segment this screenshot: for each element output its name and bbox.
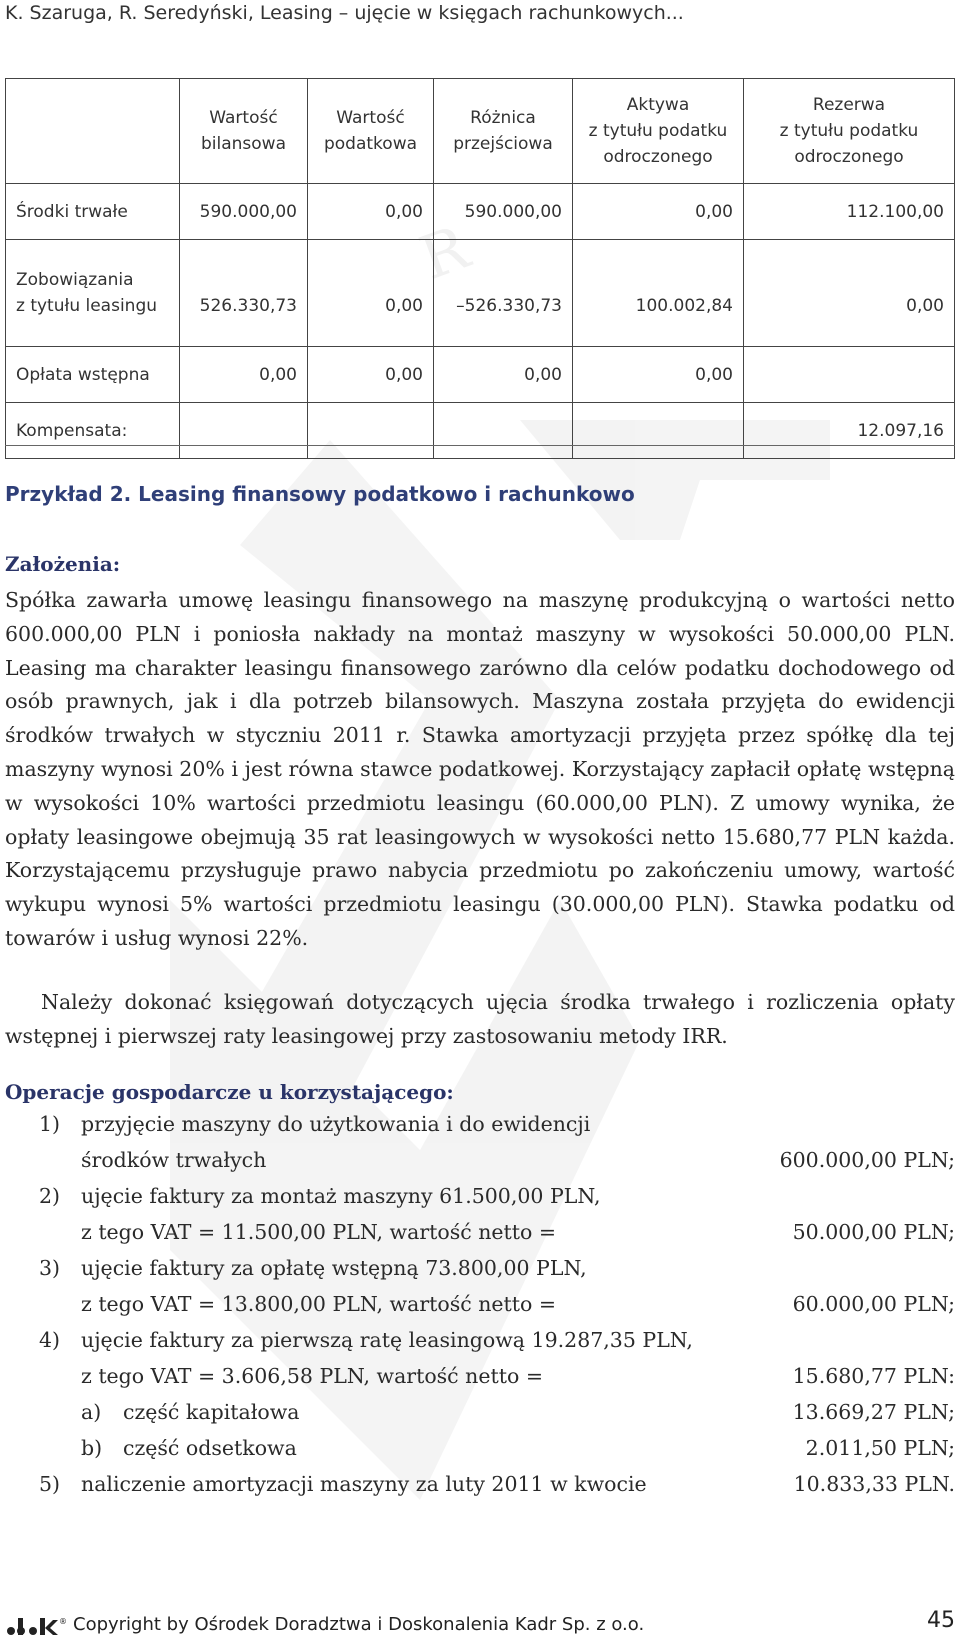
table-cell: 0,00 (308, 240, 434, 347)
section-rule (5, 445, 955, 446)
deferred-tax-table (5, 78, 955, 459)
table-cell: 0,00 (573, 347, 744, 403)
operation-text: ujęcie faktury za pierwszą ratę leasingową 19.287,35 PLN, (81, 1328, 693, 1352)
table-header-cell-blank (6, 79, 180, 184)
running-header: K. Szaruga, R. Seredyński, Leasing – ujęcie w księgach rachunkowych... (5, 2, 684, 24)
assumptions-paragraph: Spółka zawarła umowę leasingu finansowego na maszynę produkcyjną o wartości netto 600.000,00 PLN i poniosła nakłady na montaż maszyny w wysokości 50.000,00 PLN. Leasing ma charakter leasingu finansowego zarówno dla celów podatku dochodowego od osób prawnych, jak i dla potrzeb bilansowych. Maszyna została przyjęta do ewidencji środków trwałych w styczniu 2011 r. Stawka amortyzacji przyjęta przez spółkę dla tej maszyny wynosi 20% i jest równa stawce podatkowej. Korzystający zapłacił opłatę wstępną w wysokości 10% wartości przedmiotu leasingu (60.000,00 PLN). Z umowy wynika, że opłaty leasingowe obejmują 35 rat leasingowych w wysokości netto 15.680,77 PLN każda. Korzystającemu przysługuje prawo nabycia przedmiotu po zakończeniu umowy, wartość wykupu wynosi 5% wartości przedmiotu leasingu (30.000,00 PLN). Stawka podatku od towarów i usług wynosi 22%. (5, 588, 955, 950)
operations-list (5, 1112, 955, 1508)
copyright-text: Copyright by Ośrodek Doradztwa i Doskonalenia Kadr Sp. z o.o. (73, 1614, 645, 1635)
table-cell: 0,00 (308, 184, 434, 240)
operation-text: z tego VAT = 13.800,00 PLN, wartość netto = (81, 1292, 557, 1316)
operation-line (5, 1472, 955, 1508)
table-cell: 0,00 (434, 347, 573, 403)
sub-operation-label: a) (81, 1400, 102, 1424)
table-row (6, 347, 955, 403)
table-cell (434, 403, 573, 459)
example-title: Przykład 2. Leasing finansowy podatkowo i rachunkowo (5, 482, 635, 506)
sub-operation-text: część kapitałowa (123, 1400, 300, 1424)
operation-text: ujęcie faktury za opłatę wstępną 73.800,00 PLN, (81, 1256, 587, 1280)
operation-line (5, 1364, 955, 1400)
operation-text: ujęcie faktury za montaż maszyny 61.500,00 PLN, (81, 1184, 601, 1208)
table-cell (180, 403, 308, 459)
table-cell (308, 403, 434, 459)
sub-operation-line (5, 1436, 955, 1472)
table-row (6, 403, 955, 459)
table-header-cell: Wartość bilansowa (180, 79, 308, 184)
page-footer (5, 1608, 955, 1640)
operation-number: 2) (39, 1184, 61, 1208)
table-header-cell: Wartość podatkowa (308, 79, 434, 184)
row-label: Opłata wstępna (6, 347, 180, 403)
operation-line (5, 1112, 955, 1148)
table-header-row (6, 79, 955, 184)
table-cell: 590.000,00 (180, 184, 308, 240)
table-cell: 590.000,00 (434, 184, 573, 240)
operation-text: naliczenie amortyzacji maszyny za luty 2011 w kwocie (81, 1472, 647, 1496)
sub-operation-label: b) (81, 1436, 103, 1460)
operation-text: przyjęcie maszyny do użytkowania i do ewidencji (81, 1112, 591, 1136)
table-cell: 100.002,84 (573, 240, 744, 347)
operation-line (5, 1328, 955, 1364)
sub-operation-text: część odsetkowa (123, 1436, 297, 1460)
task-paragraph: Należy dokonać księgowań dotyczących ujęcia środka trwałego i rozliczenia opłaty wstępnej i pierwszej raty leasingowej przy zastosowaniu metody IRR. (5, 990, 955, 1048)
operation-text: z tego VAT = 11.500,00 PLN, wartość netto = (81, 1220, 557, 1244)
table-header-cell: Aktywa z tytułu podatku odroczonego (573, 79, 744, 184)
sub-operation-line (5, 1400, 955, 1436)
table-header-cell: Rezerwa z tytułu podatku odroczonego (744, 79, 955, 184)
operation-line (5, 1148, 955, 1184)
publisher-logo (5, 1614, 67, 1638)
row-label: Zobowiązania z tytułu leasingu (6, 240, 180, 347)
logo-mark: ® (59, 1617, 67, 1626)
table-cell (744, 347, 955, 403)
page-number: 45 (927, 1608, 955, 1633)
operation-amount: 600.000,00 PLN; (779, 1148, 955, 1172)
operation-number: 5) (39, 1472, 61, 1496)
operations-heading: Operacje gospodarcze u korzystającego: (5, 1080, 454, 1104)
table-cell: 0,00 (573, 184, 744, 240)
table-cell: 112.100,00 (744, 184, 955, 240)
row-label: Środki trwałe (6, 184, 180, 240)
table-cell: 0,00 (744, 240, 955, 347)
operation-text: środków trwałych (81, 1148, 267, 1172)
operation-amount: 60.000,00 PLN; (792, 1292, 955, 1316)
table-cell: 12.097,16 (744, 403, 955, 459)
assumptions-heading: Założenia: (5, 552, 121, 576)
table-cell (573, 403, 744, 459)
operation-amount: 10.833,33 PLN. (793, 1472, 955, 1496)
table-cell: 0,00 (180, 347, 308, 403)
table-cell: –526.330,73 (434, 240, 573, 347)
watermark-letter: R (411, 212, 478, 295)
operation-line (5, 1292, 955, 1328)
operation-number: 4) (39, 1328, 61, 1352)
operation-amount: 13.669,27 PLN; (792, 1400, 955, 1424)
operation-number: 3) (39, 1256, 61, 1280)
table-row (6, 240, 955, 347)
operation-amount: 15.680,77 PLN: (792, 1364, 955, 1388)
operation-line (5, 1184, 955, 1220)
row-label: Kompensata: (6, 403, 180, 459)
operation-amount: 50.000,00 PLN; (792, 1220, 955, 1244)
operation-line (5, 1256, 955, 1292)
operation-number: 1) (39, 1112, 61, 1136)
operation-line (5, 1220, 955, 1256)
table-header-cell: Różnica przejściowa (434, 79, 573, 184)
operation-amount: 2.011,50 PLN; (805, 1436, 955, 1460)
table-cell: 526.330,73 (180, 240, 308, 347)
table-row (6, 184, 955, 240)
operation-text: z tego VAT = 3.606,58 PLN, wartość netto = (81, 1364, 544, 1388)
table-cell: 0,00 (308, 347, 434, 403)
